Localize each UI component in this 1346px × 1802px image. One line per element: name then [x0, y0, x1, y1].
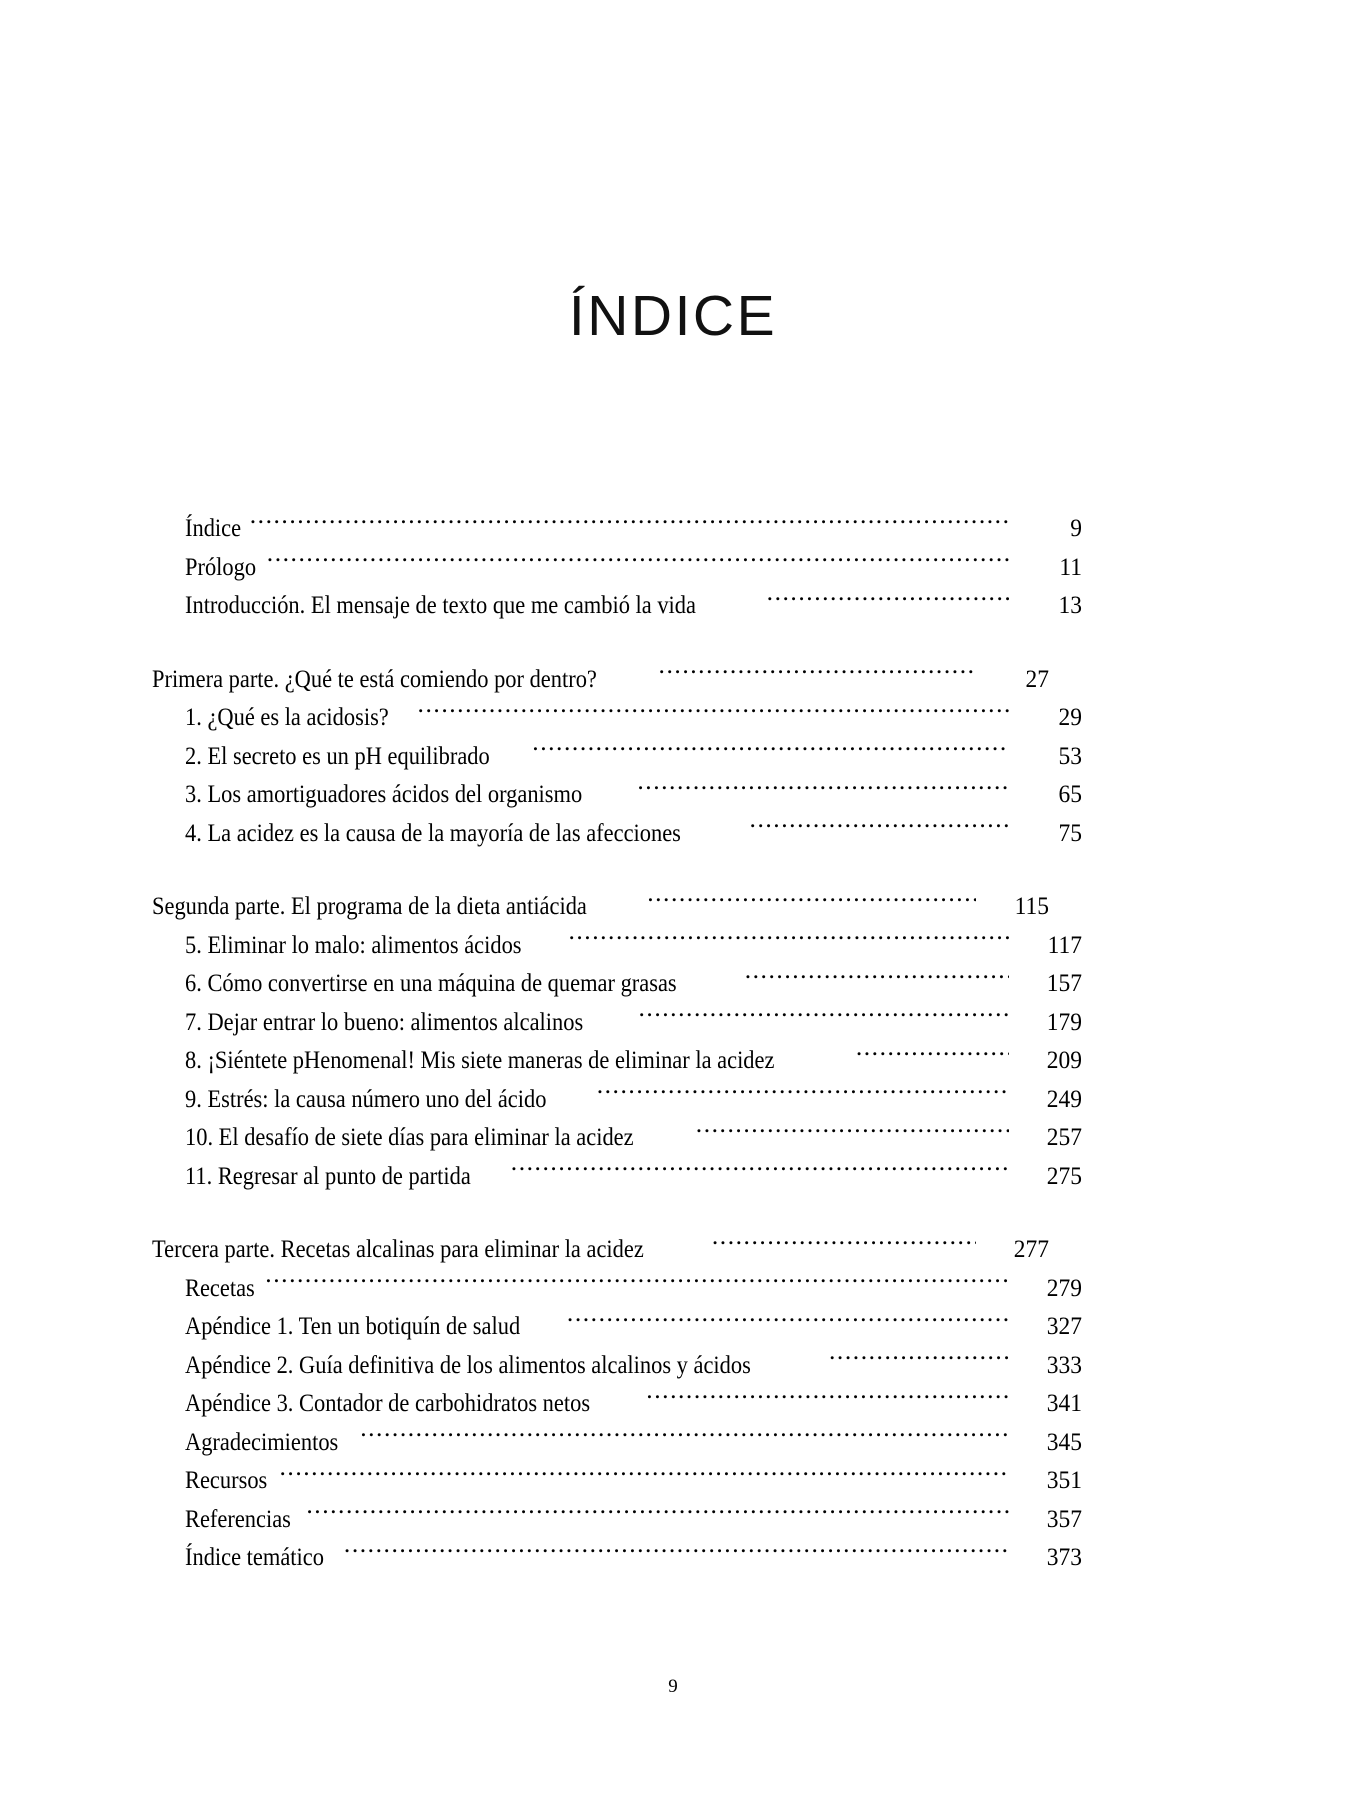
toc-entry-page-number: 257 — [1046, 1122, 1082, 1151]
page-folio: 9 — [668, 1676, 678, 1697]
toc-leader-dots — [696, 1120, 1009, 1146]
toc-entry-label: Referencias — [185, 1503, 291, 1533]
toc-entry-label: 6. Cómo convertirse en una máquina de quemar grasas — [185, 968, 677, 997]
toc-leader-dots — [344, 1540, 1009, 1566]
toc-entry-label: Introducción. El mensaje de texto que me cambió la vida — [185, 590, 696, 619]
toc-entry-label: Tercera parte. Recetas alcalinas para eliminar la acidez — [152, 1234, 644, 1263]
toc-entry[interactable] — [152, 1423, 1082, 1462]
toc-entry-page-number: 157 — [1046, 968, 1082, 997]
toc-entry-page-number: 279 — [1046, 1272, 1082, 1302]
toc-entry[interactable] — [152, 814, 1082, 853]
toc-entry-label: Índice — [185, 513, 242, 542]
toc-group — [152, 660, 1082, 853]
toc-leader-dots — [567, 1309, 1009, 1335]
toc-entry-page-number: 179 — [1046, 1006, 1082, 1036]
toc-entry[interactable] — [152, 737, 1082, 776]
toc-leader-dots — [767, 588, 1009, 614]
page-title: ÍNDICE — [568, 284, 778, 348]
toc-entry[interactable] — [152, 775, 1082, 814]
toc-leader-dots — [647, 889, 976, 915]
toc-leader-dots — [637, 777, 1009, 803]
toc-entry-label: Apéndice 2. Guía definitiva de los alimentos alcalinos y ácidos — [185, 1349, 751, 1379]
toc-leader-dots — [532, 738, 1009, 764]
toc-leader-dots — [638, 1004, 1009, 1030]
toc-group — [152, 1230, 1082, 1577]
toc-entry-label: 11. Regresar al punto de partida — [185, 1160, 471, 1190]
toc-leader-dots — [712, 1232, 976, 1258]
toc-entry-label: 4. La acidez es la causa de la mayoría de las afecciones — [185, 817, 681, 847]
toc-leader-dots — [267, 549, 1009, 575]
toc-entry-page-number: 117 — [1047, 929, 1082, 959]
toc-entry[interactable] — [152, 1041, 1082, 1080]
toc-entry-page-number: 341 — [1046, 1388, 1082, 1417]
toc-entry[interactable] — [152, 1269, 1082, 1308]
toc-leader-dots — [250, 511, 1009, 537]
toc-leader-dots — [745, 966, 1009, 992]
toc-entry-page-number: 357 — [1046, 1503, 1082, 1533]
toc-entry[interactable] — [152, 1157, 1082, 1196]
toc-entry-label: Recetas — [185, 1272, 255, 1302]
toc-entry-label: Agradecimientos — [185, 1426, 339, 1456]
toc-entry[interactable] — [152, 1118, 1082, 1157]
toc-entry[interactable] — [152, 1003, 1082, 1042]
toc-entry[interactable] — [152, 887, 1049, 926]
toc-entry-page-number: 327 — [1046, 1311, 1082, 1340]
toc-entry-page-number: 209 — [1046, 1045, 1082, 1074]
toc-entry-label: 8. ¡Siéntete pHenomenal! Mis siete maneras de eliminar la acidez — [185, 1045, 775, 1074]
toc-entry-page-number: 275 — [1046, 1160, 1082, 1190]
toc-leader-dots — [511, 1158, 1009, 1184]
toc-entry-page-number: 29 — [1058, 702, 1082, 731]
toc-leader-dots — [306, 1501, 1009, 1527]
toc-leader-dots — [646, 1386, 1009, 1412]
toc-entry[interactable] — [152, 964, 1082, 1003]
toc-entry-label: Recursos — [185, 1465, 268, 1494]
toc-leader-dots — [750, 815, 1009, 841]
toc-entry[interactable] — [152, 1307, 1082, 1346]
toc-entry[interactable] — [152, 698, 1082, 737]
toc-entry-label: 9. Estrés: la causa número uno del ácido — [185, 1083, 547, 1113]
table-of-contents — [152, 509, 1082, 1577]
toc-entry[interactable] — [152, 548, 1082, 587]
toc-entry-page-number: 53 — [1058, 740, 1082, 770]
toc-entry-label: 2. El secreto es un pH equilibrado — [185, 740, 490, 770]
toc-entry[interactable] — [152, 1384, 1082, 1423]
toc-leader-dots — [856, 1043, 1009, 1069]
toc-entry[interactable] — [152, 660, 1049, 699]
toc-entry-page-number: 345 — [1046, 1426, 1082, 1456]
toc-entry-label: Primera parte. ¿Qué te está comiendo por dentro? — [152, 663, 597, 693]
toc-entry[interactable] — [152, 509, 1082, 548]
toc-leader-dots — [568, 927, 1009, 953]
toc-entry[interactable] — [152, 1346, 1082, 1385]
toc-entry-label: 1. ¿Qué es la acidosis? — [185, 702, 389, 731]
toc-entry-label: Apéndice 3. Contador de carbohidratos netos — [185, 1388, 591, 1417]
toc-entry-page-number: 27 — [1025, 663, 1049, 693]
toc-group — [152, 887, 1082, 1195]
toc-entry-page-number: 333 — [1046, 1349, 1082, 1379]
toc-entry-page-number: 9 — [1070, 513, 1082, 542]
toc-leader-dots — [279, 1463, 1009, 1489]
toc-entry-page-number: 65 — [1058, 779, 1082, 808]
toc-entry-page-number: 75 — [1058, 817, 1082, 847]
toc-entry[interactable] — [152, 926, 1082, 965]
toc-entry-page-number: 373 — [1046, 1542, 1082, 1571]
toc-entry-page-number: 11 — [1059, 551, 1082, 581]
toc-entry[interactable] — [152, 586, 1082, 625]
toc-entry-label: 7. Dejar entrar lo bueno: alimentos alcalinos — [185, 1006, 584, 1036]
toc-entry-page-number: 351 — [1046, 1465, 1082, 1494]
toc-entry-page-number: 249 — [1046, 1083, 1082, 1113]
toc-leader-dots — [265, 1270, 1009, 1296]
toc-leader-dots — [360, 1424, 1009, 1450]
toc-entry[interactable] — [152, 1538, 1082, 1577]
toc-entry-label: 5. Eliminar lo malo: alimentos ácidos — [185, 929, 522, 959]
toc-entry[interactable] — [152, 1500, 1082, 1539]
toc-entry[interactable] — [152, 1230, 1049, 1269]
toc-entry-label: Segunda parte. El programa de la dieta antiácida — [152, 891, 587, 920]
toc-entry-page-number: 13 — [1058, 590, 1082, 619]
toc-entry[interactable] — [152, 1461, 1082, 1500]
toc-leader-dots — [597, 1081, 1009, 1107]
toc-entry-page-number: 115 — [1014, 891, 1049, 920]
toc-entry-label: 3. Los amortiguadores ácidos del organismo — [185, 779, 583, 808]
toc-group — [152, 509, 1082, 625]
toc-entry-label: Prólogo — [185, 551, 257, 581]
toc-leader-dots — [659, 661, 976, 687]
toc-leader-dots — [418, 700, 1009, 726]
toc-entry-page-number: 277 — [1013, 1234, 1049, 1263]
toc-leader-dots — [829, 1347, 1009, 1373]
toc-entry-label: Índice temático — [185, 1542, 324, 1571]
toc-entry[interactable] — [152, 1080, 1082, 1119]
toc-entry-label: Apéndice 1. Ten un botiquín de salud — [185, 1311, 521, 1340]
toc-entry-label: 10. El desafío de siete días para eliminar la acidez — [185, 1122, 634, 1151]
